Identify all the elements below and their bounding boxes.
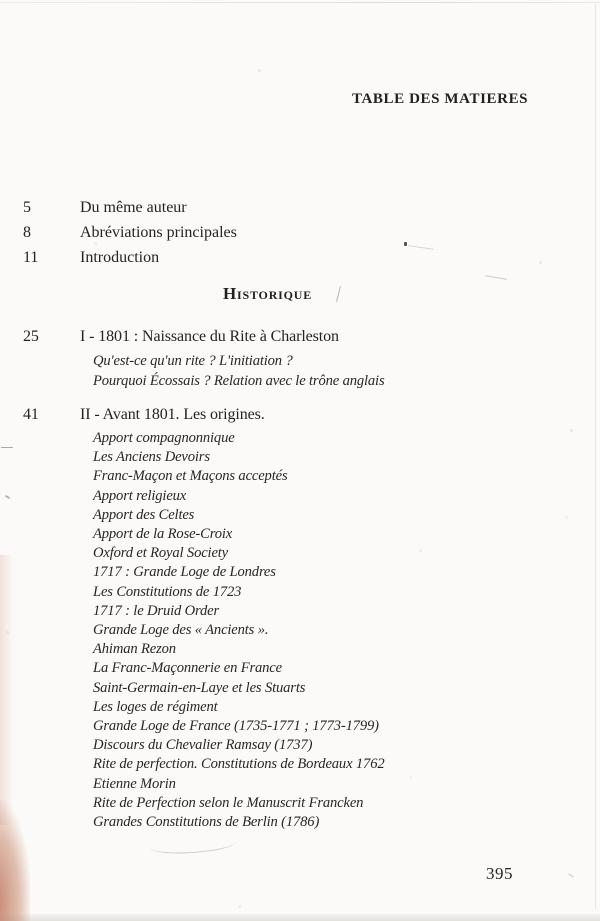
pencil-mark-curve [150,833,237,856]
subentry: 1717 : le Druid Order [93,602,220,619]
toc-entry [23,195,543,220]
subentry: Rite de perfection. Constitutions de Bordeaux 1762 [93,756,385,773]
subentry-list [93,429,563,832]
subentry: 1717 : Grande Loge de Londres [93,564,276,581]
subentry: Pourquoi Écossais ? Relation avec le trône anglais [93,373,385,389]
entry-title: I - 1801 : Naissance du Rite à Charleston [80,328,339,345]
subentry: La Franc-Maçonnerie en France [93,660,282,677]
scan-edge-top [0,2,600,3]
folio-page-number: 395 [486,864,513,883]
subentry: Les Constitutions de 1723 [93,583,242,600]
subentry: Les Anciens Devoirs [93,449,210,466]
subentry-list [93,351,563,391]
subentry: Ahiman Rezon [93,641,176,658]
toc-entry [23,404,563,426]
pencil-mark [5,495,10,499]
subentry: Rite de Perfection selon le Manuscrit Francken [93,794,364,811]
scan-edge-right [595,4,596,909]
subentry: Apport religieux [93,487,187,504]
toc-section-2 [23,404,563,832]
subentry: Saint-Germain-en-Laye et les Stuarts [93,679,306,696]
subentry: Qu'est-ce qu'un rite ? L'initiation ? [93,353,293,369]
entry-title: Du même auteur [80,199,187,216]
pencil-mark [336,286,341,302]
entry-title: Introduction [80,249,160,266]
scan-edge-bottom [0,914,600,921]
toc-entry [23,326,563,348]
subentry: Discours du Chevalier Ramsay (1737) [93,737,313,754]
subentry: Grande Loge de France (1735-1771 ; 1773-1799) [93,718,379,735]
scan-noise-speckles [0,0,1,1]
subentry: Grande Loge des « Ancients ». [93,622,269,639]
subentry: Apport de la Rose-Croix [93,526,233,543]
toc-entry [23,220,543,245]
subentry: Oxford et Royal Society [93,545,229,562]
pencil-mark [568,873,573,877]
entry-title: II - Avant 1801. Les origines. [80,406,265,423]
subentry: Apport compagnonnique [93,430,235,446]
entry-page-number: 5 [23,199,31,216]
entry-page-number: 11 [23,249,39,266]
entry-page-number: 41 [23,406,39,423]
pencil-mark [1,447,13,448]
toc-section-1 [23,326,563,391]
front-matter-list [23,195,543,270]
subentry: Grandes Constitutions de Berlin (1786) [93,814,320,831]
entry-page-number: 25 [23,328,39,345]
part-heading: Historique [223,284,313,303]
subentry: Apport des Celtes [93,506,195,523]
subentry: Franc-Maçon et Maçons acceptés [93,468,288,485]
pencil-mark [485,275,507,280]
toc-entry [23,245,543,270]
subentry: Etienne Morin [93,775,176,792]
entry-page-number: 8 [23,224,31,241]
page-edge-smudge-upper [0,555,13,825]
entry-title: Abréviations principales [80,224,237,241]
toc-title: TABLE DES MATIERES [352,91,529,107]
subentry: Les loges de régiment [93,698,218,715]
